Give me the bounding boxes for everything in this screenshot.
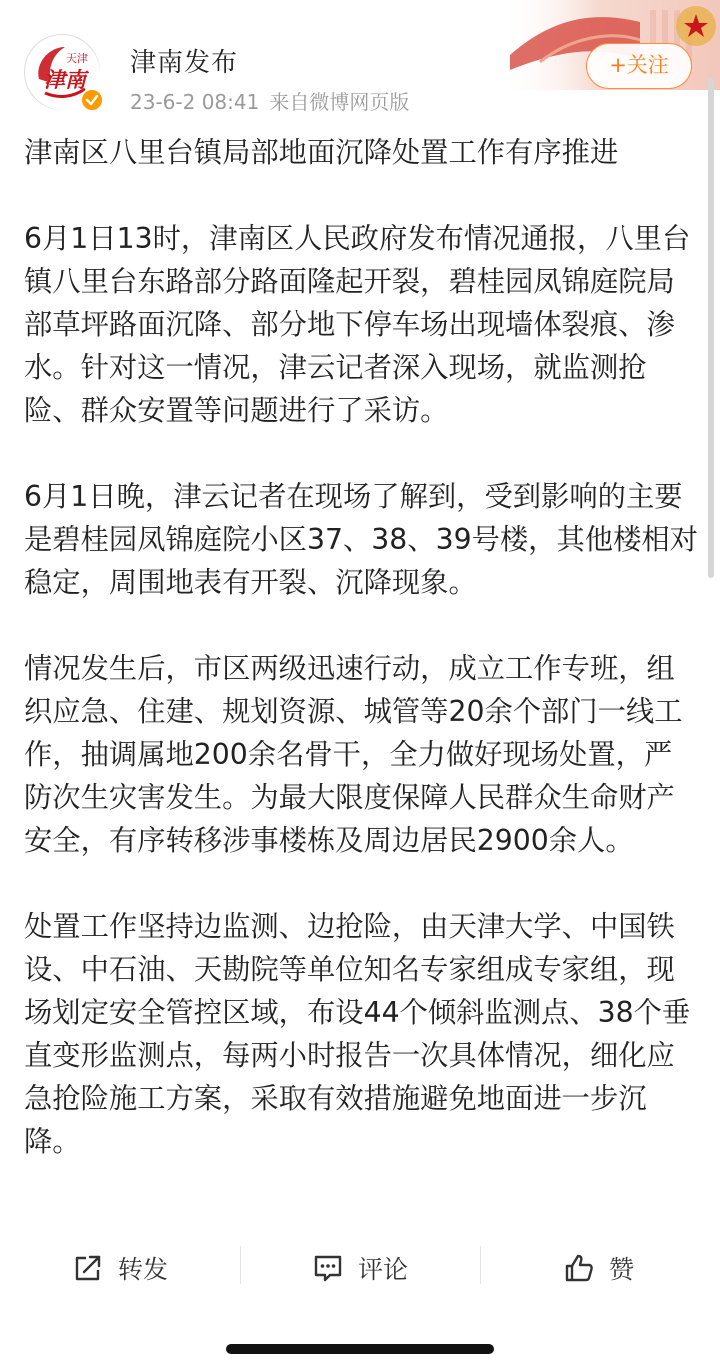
paragraph-gap [24,432,699,475]
thumbs-up-icon [563,1252,595,1284]
paragraph-gap [24,604,699,647]
post-paragraph-4: 处置工作坚持边监测、边抢险，由天津大学、中国铁设、中石油、天勘院等单位知名专家组成专家组，现场划定安全管控区域，布设44个倾斜监测点、38个垂直变形监测点，每两小时报告一次具体情况，细化应急抢险施工方案，采取有效措施避免地面进一步沉降。 [24,910,691,1158]
divider [240,1246,241,1284]
divider [480,1246,481,1284]
scrollbar[interactable] [708,78,714,578]
post-header [0,0,720,128]
post-meta [130,86,419,115]
avatar-text-small: 天津 [66,52,88,65]
follow-button[interactable]: +关注 [586,43,692,89]
post-paragraph-1: 6月1日13时，津南区人民政府发布情况通报，八里台镇八里台东路部分路面隆起开裂，碧桂园凤锦庭院局部草坪路面沉降、部分地下停车场出现墙体裂痕、渗水。针对这一情况，津云记者深入现场，就监测抢险、群众安置等问题进行了采访。 [24,222,691,427]
like-button[interactable] [563,1228,634,1308]
paragraph-gap [24,174,699,217]
home-indicator[interactable] [226,1344,494,1354]
avatar-text-big: 津南 [44,68,86,92]
paragraph-gap [24,862,699,905]
post-title: 津南区八里台镇局部地面沉降处置工作有序推进 [24,136,619,169]
post-time: 23-6-2 08:41 [130,90,260,114]
post-paragraph-3: 情况发生后，市区两级迅速行动，成立工作专班，组织应急、住建、规划资源、城管等20余个部门一线工作，抽调属地200余名骨干，全力做好现场处置，严防次生灾害发生。为最大限度保障人民群众生命财产安全，有序转移涉事楼栋及周边居民2900余人。 [24,652,683,857]
account-name[interactable]: 津南发布 [130,48,239,78]
comment-button[interactable] [312,1228,408,1308]
action-bar [0,1228,720,1308]
comment-icon [312,1252,344,1284]
comment-label: 评论 [358,1255,409,1284]
repost-icon [72,1252,104,1284]
like-label: 赞 [609,1255,635,1284]
post-body [24,120,699,1163]
post-source: 来自微博网页版 [269,90,410,114]
verified-badge-icon [80,88,104,112]
repost-label: 转发 [118,1255,169,1284]
post-paragraph-2: 6月1日晚，津云记者在现场了解到，受到影响的主要是碧桂园凤锦庭院小区37、38、39号楼，其他楼相对稳定，周围地表有开裂、沉降现象。 [24,480,698,599]
repost-button[interactable] [72,1228,168,1308]
